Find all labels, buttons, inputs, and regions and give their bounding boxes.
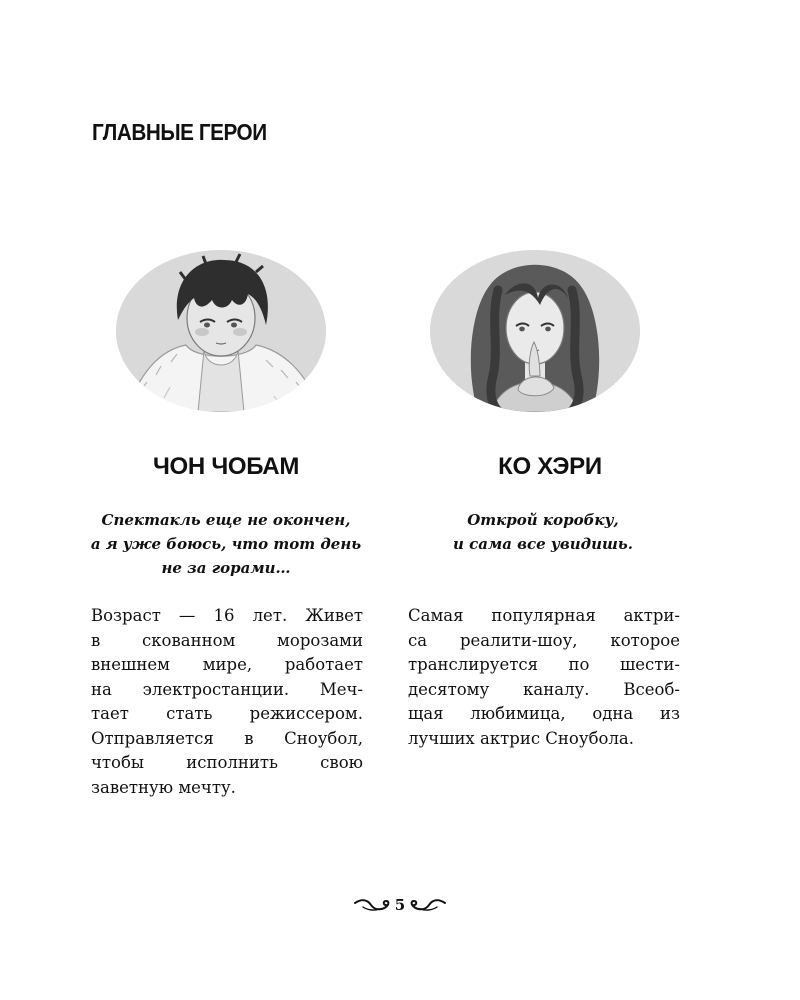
- description-line: на электростанции. Меч-: [91, 679, 363, 699]
- description-line: лучших актрис Сноубола.: [408, 728, 635, 748]
- description-line: заветную мечту.: [91, 777, 236, 797]
- description-line: Возраст — 16 лет. Живет: [91, 606, 363, 625]
- page-folio: [344, 893, 456, 917]
- character-description: [408, 604, 680, 751]
- description-line: в скованном морозами: [91, 630, 363, 650]
- scroll-ornament-left-icon: [353, 897, 393, 913]
- description-line: са реалити-шоу, которое: [408, 630, 680, 650]
- character-quote: [393, 508, 693, 556]
- description-line: внешнем мире, работает: [91, 655, 363, 674]
- page-number: 5: [394, 896, 406, 914]
- character-description: [91, 604, 363, 800]
- girl-portrait-icon: [430, 250, 640, 412]
- description-line: Отправляется в Сноубол,: [91, 728, 363, 748]
- character-portrait-ko-kheri: [430, 250, 640, 412]
- quote-line: Спектакль еще не окончен,: [101, 511, 351, 529]
- quote-line: не за горами…: [161, 559, 291, 577]
- character-quote: [76, 508, 376, 580]
- section-title: ГЛАВНЫЕ ГЕРОИ: [92, 119, 267, 145]
- character-name: КО ХЭРИ: [498, 453, 602, 480]
- character-name: ЧОН ЧОБАМ: [152, 453, 300, 480]
- character-portrait-chon-chobam: [116, 250, 326, 412]
- description-line: тает стать режиссером.: [91, 704, 363, 723]
- quote-line: а я уже боюсь, что тот день: [90, 535, 362, 553]
- quote-line: Открой коробку,: [467, 511, 619, 529]
- description-line: транслируется по шести-: [408, 655, 680, 674]
- description-line: щая любимица, одна из: [408, 704, 680, 723]
- description-line: десятому каналу. Всеоб-: [408, 679, 680, 699]
- boy-portrait-icon: [116, 250, 326, 412]
- description-line: Самая популярная актри-: [408, 606, 680, 625]
- scroll-ornament-right-icon: [407, 897, 447, 913]
- quote-line: и сама все увидишь.: [453, 535, 633, 553]
- description-line: чтобы исполнить свою: [91, 753, 363, 772]
